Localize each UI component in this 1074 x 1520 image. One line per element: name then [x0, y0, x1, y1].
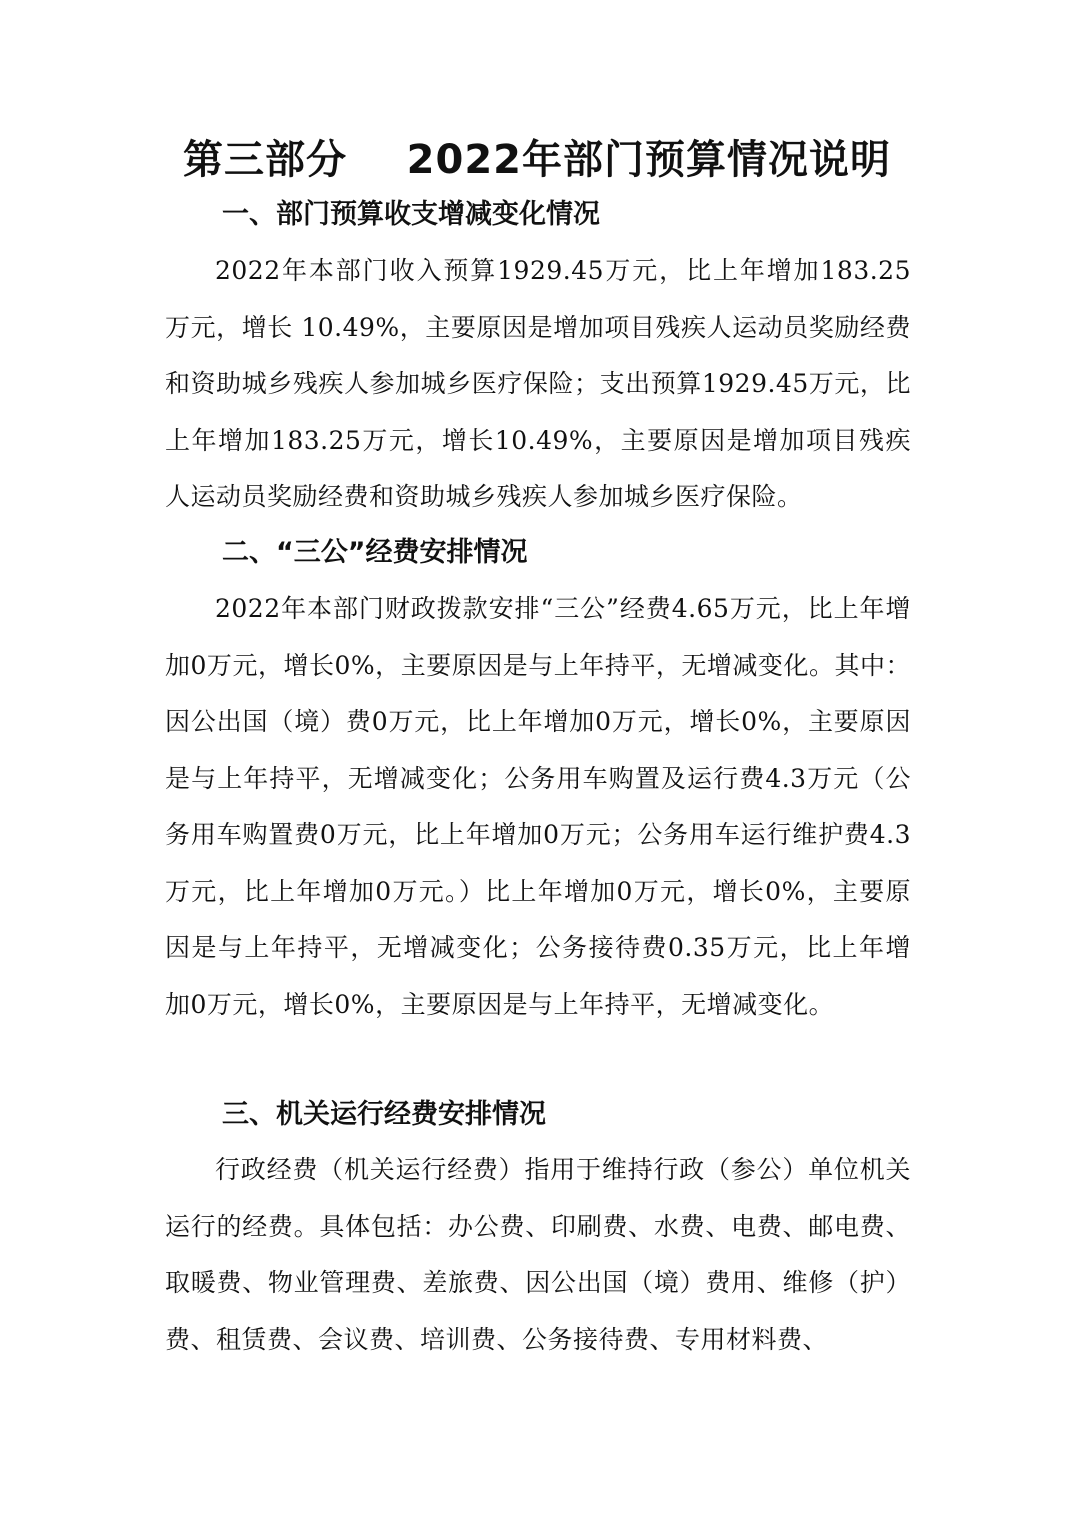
section-body-budget-changes: 2022年本部门收入预算1929.45万元，比上年增加183.25万元，增长 10.49%，主要原因是增加项目残疾人运动员奖励经费和资助城乡残疾人参加城乡医疗保险；支出预算1929.45万元，比上年增加183.25万元，增长10.49%，主要原因是增加项目残疾人运动员奖励经费和资助城乡残疾人参加城乡医疗保险。 — [165, 256, 911, 511]
section-heading-three-public-expenses: 二、“三公”经费安排情况 — [222, 537, 528, 568]
section-body-three-public-expenses: 2022年本部门财政拨款安排“三公”经费4.65万元，比上年增加0万元，增长0%，主要原因是与上年持平，无增减变化。其中：因公出国（境）费0万元，比上年增加0万元，增长0%，主要原因是与上年持平，无增减变化；公务用车购置及运行费4.3万元（公务用车购置费0万元，比上年增加0万元；公务用车运行维护费4.3万元，比上年增加0万元。）比上年增加0万元，增长0%，主要原因是与上年持平，无增减变化；公务接待费0.35万元，比上年增加0万元，增长0%，主要原因是与上年持平，无增减变化。 — [165, 594, 911, 1019]
section-heading-operating-expenses: 三、机关运行经费安排情况 — [222, 1099, 546, 1130]
section-heading-budget-changes: 一、部门预算收支增减变化情况 — [222, 199, 600, 230]
document-title: 第三部分 2022年部门预算情况说明 — [182, 137, 892, 183]
section-body-operating-expenses: 行政经费（机关运行经费）指用于维持行政（参公）单位机关运行的经费。具体包括：办公费、印刷费、水费、电费、邮电费、取暖费、物业管理费、差旅费、因公出国（境）费用、维修（护）费、租赁费、会议费、培训费、公务接待费、专用材料费、 — [165, 1155, 911, 1354]
